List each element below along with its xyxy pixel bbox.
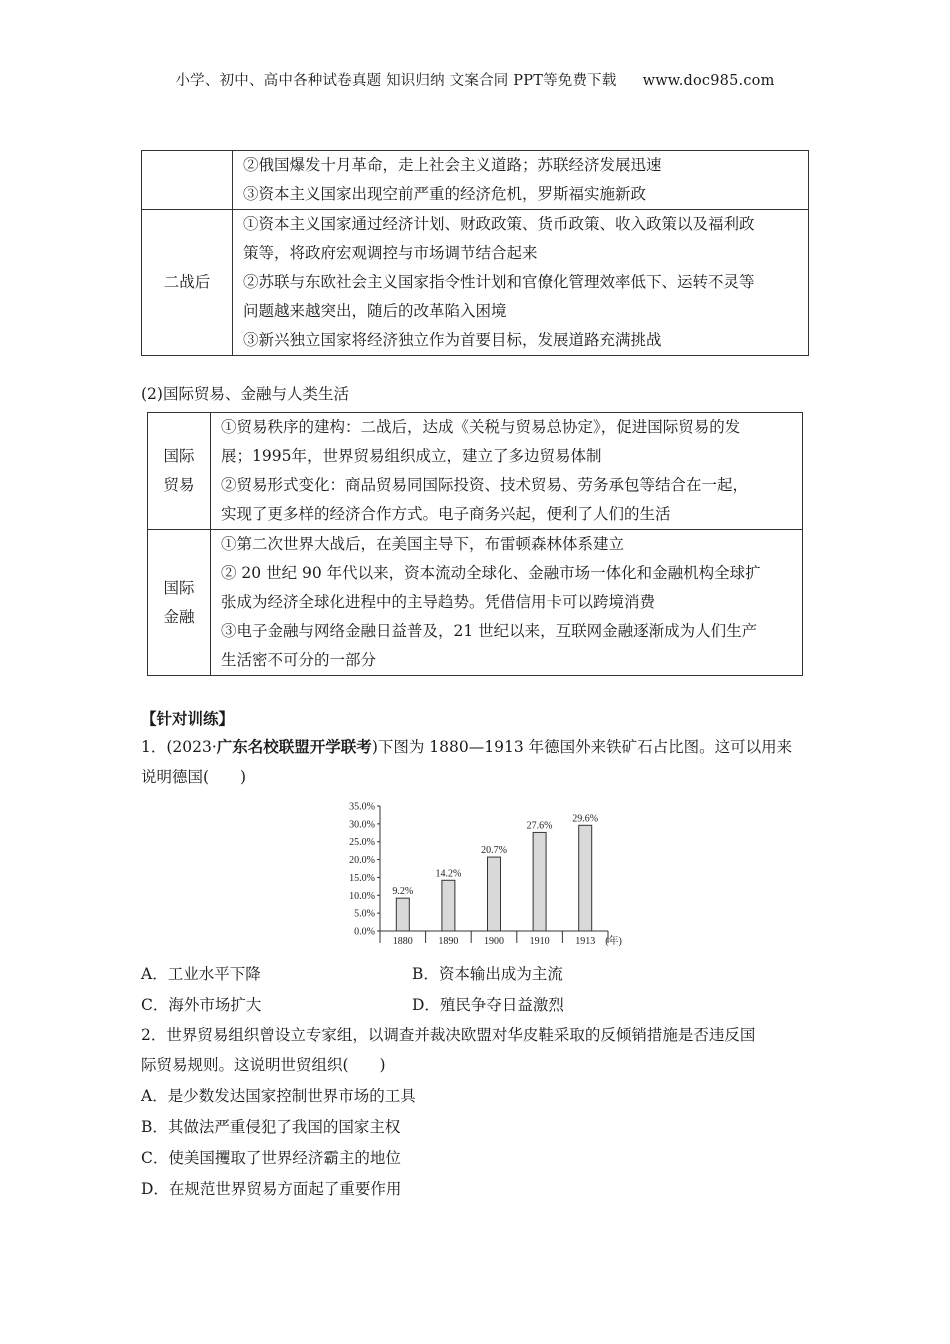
x-tick-label: 1913 <box>575 936 596 947</box>
row-label <box>142 151 233 210</box>
y-tick-label: 20.0% <box>349 855 375 867</box>
x-tick-label: 1900 <box>484 936 504 947</box>
option-c[interactable]: C．使美国攫取了世界经济霸主的地位 <box>141 1149 401 1167</box>
option-c[interactable]: C．海外市场扩大 <box>141 996 262 1014</box>
question-line <box>141 732 811 762</box>
x-unit-label: (年) <box>605 936 622 947</box>
content-line: ③新兴独立国家将经济独立作为首要目标，发展道路充满挑战 <box>243 331 662 349</box>
table-row <box>148 530 803 676</box>
data-label: 9.2% <box>392 886 414 898</box>
row-content <box>233 210 809 356</box>
y-tick-label: 15.0% <box>349 872 375 884</box>
question-2-stem <box>141 1020 811 1080</box>
y-tick-label: 5.0% <box>354 908 375 920</box>
row-content <box>211 530 803 676</box>
content-line: ②俄国爆发十月革命，走上社会主义道路；苏联经济发展迅速 <box>243 156 662 174</box>
header-site[interactable]: www.doc985.com <box>642 73 775 89</box>
bar <box>488 857 501 931</box>
label-line: 贸易 <box>163 476 195 494</box>
row-content <box>233 151 809 210</box>
content-line: 张成为经济全球化进程中的主导趋势。凭借信用卡可以跨境消费 <box>221 593 656 611</box>
question-line: 说明德国( ) <box>141 768 247 786</box>
row-content <box>211 413 803 530</box>
y-tick-label: 10.0% <box>349 890 375 902</box>
content-line: 问题越来越突出，随后的改革陷入困境 <box>243 302 507 320</box>
content-line: ③电子金融与网络金融日益普及，21 世纪以来，互联网金融逐渐成为人们生产 <box>221 622 758 640</box>
row-label <box>148 530 211 676</box>
drill-title: 【针对训练】 <box>141 710 235 728</box>
bar <box>396 898 409 931</box>
y-tick-label: 25.0% <box>349 837 375 849</box>
y-tick-label: 35.0% <box>349 801 375 813</box>
data-label: 27.6% <box>526 820 553 832</box>
question-source: 广东名校联盟开学联考 <box>216 738 372 756</box>
option-a[interactable]: A．是少数发达国家控制世界市场的工具 <box>141 1087 416 1105</box>
data-label: 29.6% <box>572 813 599 825</box>
option-b[interactable]: B．其做法严重侵犯了我国的国家主权 <box>141 1118 401 1136</box>
content-line: ②苏联与东欧社会主义国家指令性计划和官僚化管理效率低下、运转不灵等 <box>243 273 755 291</box>
label-line: 金融 <box>163 607 195 626</box>
section-title: (2)国际贸易、金融与人类生活 <box>141 385 349 403</box>
page-header <box>0 69 950 90</box>
content-line: 生活密不可分的一部分 <box>221 651 377 669</box>
question-line: 际贸易规则。这说明世贸组织( ) <box>141 1056 386 1074</box>
option-d[interactable]: D．在规范世界贸易方面起了重要作用 <box>141 1180 402 1198</box>
option-a[interactable]: A．工业水平下降 <box>141 965 261 983</box>
x-tick-label: 1880 <box>392 936 413 947</box>
x-tick-label: 1910 <box>529 936 550 947</box>
trade-finance-table <box>147 412 803 676</box>
option-d[interactable]: D．殖民争夺日益激烈 <box>412 996 564 1014</box>
row-label: 二战后 <box>142 210 233 356</box>
content-line: 策等，将政府宏观调控与市场调节结合起来 <box>243 244 538 262</box>
y-tick-label: 0.0% <box>354 926 375 938</box>
data-label: 20.7% <box>481 845 507 857</box>
question-1-stem <box>141 732 811 792</box>
content-line: ①第二次世界大战后，在美国主导下，布雷顿森林体系建立 <box>221 535 625 553</box>
question-line: 2．世界贸易组织曾设立专家组，以调查并裁决欧盟对华皮鞋采取的反倾销措施是否违反国 <box>141 1026 756 1044</box>
bar <box>579 825 592 931</box>
bar-chart <box>320 796 620 956</box>
content-line: 实现了更多样的经济合作方式。电子商务兴起，便利了人们的生活 <box>221 505 671 523</box>
chart-plot <box>349 802 622 948</box>
content-line: ②贸易形式变化：商品贸易同国际投资、技术贸易、劳务承包等结合在一起， <box>221 476 749 494</box>
option-b[interactable]: B．资本输出成为主流 <box>412 965 563 983</box>
label-line: 国际 <box>163 447 195 465</box>
y-tick-label: 30.0% <box>349 819 375 831</box>
row-label <box>148 413 211 530</box>
label-line: 国际 <box>163 578 195 597</box>
bar <box>533 832 546 931</box>
content-line: ③资本主义国家出现空前严重的经济危机，罗斯福实施新政 <box>243 185 647 203</box>
table-row <box>142 151 809 210</box>
table-row <box>142 210 809 356</box>
x-tick-label: 1890 <box>438 936 459 947</box>
content-line: ①资本主义国家通过经济计划、财政政策、货币政策、收入政策以及福利政 <box>243 215 755 233</box>
question-text: )下图为 1880—1913 年德国外来铁矿石占比图。这可以用来 <box>371 738 793 756</box>
table-row <box>148 413 803 530</box>
content-line: 展；1995年，世界贸易组织成立，建立了多边贸易体制 <box>221 447 602 465</box>
content-line: ② 20 世纪 90 年代以来，资本流动全球化、金融市场一体化和金融机构全球扩 <box>221 564 761 582</box>
bar <box>442 880 455 931</box>
question-prefix: 1．(2023· <box>141 738 217 756</box>
data-label: 14.2% <box>435 868 462 880</box>
header-text: 小学、初中、高中各种试卷真题 知识归纳 文案合同 PPT等免费下载 <box>175 73 617 89</box>
content-line: ①贸易秩序的建构：二战后，达成《关税与贸易总协定》，促进国际贸易的发 <box>221 418 741 436</box>
economy-table <box>141 150 809 356</box>
